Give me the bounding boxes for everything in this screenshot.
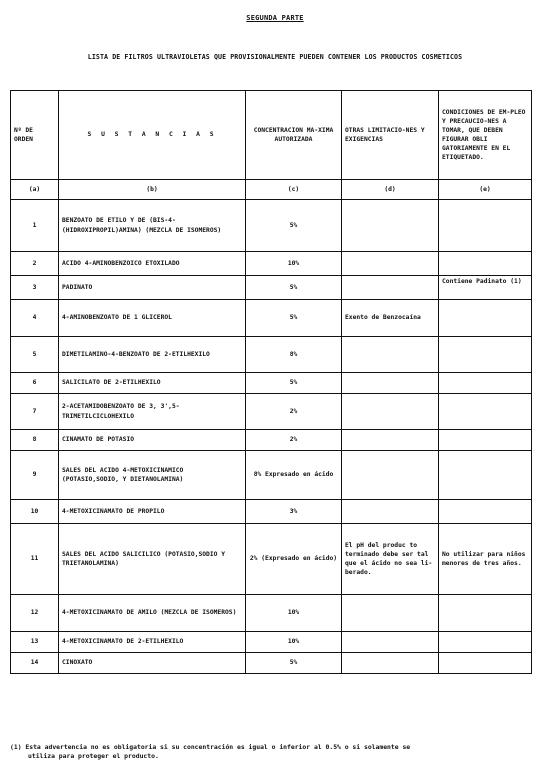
- row-substance: BENZOATO DE ETILO Y DE (BIS-4-(HIDROXIPROPIL)AMINA) (MEZCLA DE ISOMEROS): [59, 200, 246, 252]
- row-limitations: [342, 653, 439, 674]
- col-header-limitations: OTRAS LIMITACIO-NES Y EXIGENCIAS: [342, 91, 439, 180]
- row-limitations: [342, 276, 439, 300]
- row-substance: SALICILATO DE 2-ETILHEXILO: [59, 373, 246, 394]
- row-limitations: [342, 200, 439, 252]
- row-limitations: [342, 337, 439, 373]
- row-substance: CINAMATO DE POTASIO: [59, 430, 246, 451]
- row-substance: PADINATO: [59, 276, 246, 300]
- row-concentration: 2%: [246, 430, 342, 451]
- list-title: LISTA DE FILTROS ULTRAVIOLETAS QUE PROVISIONALMENTE PUEDEN CONTENER LOS PRODUCTOS COSMETICOS: [87, 53, 463, 61]
- row-concentration: 10%: [246, 632, 342, 653]
- row-conditions: [439, 373, 532, 394]
- col-letter-d: (d): [342, 180, 439, 200]
- table-row: [11, 430, 532, 451]
- row-conditions: [439, 430, 532, 451]
- row-substance: 4-METOXICINAMATO DE PROPILO: [59, 500, 246, 524]
- table-row: [11, 500, 532, 524]
- row-limitations: [342, 632, 439, 653]
- footnote-line-2: utiliza para proteger el producto.: [28, 752, 159, 761]
- row-number: 11: [11, 524, 59, 595]
- row-number: 7: [11, 394, 59, 430]
- row-number: 13: [11, 632, 59, 653]
- row-limitations: El pH del produc to terminado debe ser tal que el ácido no sea li-berado.: [342, 524, 439, 595]
- table-row: [11, 373, 532, 394]
- row-limitations: [342, 595, 439, 632]
- row-conditions: No utilizar para niños menores de tres años.: [439, 524, 532, 595]
- table-row: [11, 337, 532, 373]
- row-substance: 4-AMINOBENZOATO DE 1 GLICEROL: [59, 300, 246, 337]
- row-number: 3: [11, 276, 59, 300]
- row-number: 6: [11, 373, 59, 394]
- row-substance: 4-METOXICINAMATO DE AMILO (MEZCLA DE ISOMEROS): [59, 595, 246, 632]
- table-row: [11, 394, 532, 430]
- row-conditions: [439, 595, 532, 632]
- row-concentration: 5%: [246, 276, 342, 300]
- table-row: [11, 632, 532, 653]
- row-conditions: [439, 300, 532, 337]
- col-letter-e: (e): [439, 180, 532, 200]
- row-concentration: 10%: [246, 595, 342, 632]
- row-concentration: 10%: [246, 252, 342, 276]
- row-substance: 2-ACETAMIDOBENZOATO DE 3, 3',5-TRIMETILCICLOHEXILO: [59, 394, 246, 430]
- row-limitations: [342, 500, 439, 524]
- row-conditions: [439, 337, 532, 373]
- row-limitations: [342, 394, 439, 430]
- row-number: 8: [11, 430, 59, 451]
- row-conditions: [439, 632, 532, 653]
- row-conditions: [439, 500, 532, 524]
- row-limitations: Exento de Benzocaína: [342, 300, 439, 337]
- row-number: 2: [11, 252, 59, 276]
- row-limitations: [342, 430, 439, 451]
- row-concentration: 5%: [246, 300, 342, 337]
- col-header-concentration: CONCENTRACION MA-XIMA AUTORIZADA: [246, 91, 342, 180]
- table-letter-row: [11, 180, 532, 200]
- col-letter-a: (a): [11, 180, 59, 200]
- row-concentration: 5%: [246, 653, 342, 674]
- row-number: 9: [11, 451, 59, 500]
- row-number: 4: [11, 300, 59, 337]
- col-header-conditions: CONDICIONES DE EM-PLEO Y PRECAUCIO-NES A TOMAR, QUE DEBEN FIGURAR OBLI GATORIAMENTE EN EL ETIQUETADO.: [439, 91, 532, 180]
- row-limitations: [342, 373, 439, 394]
- row-substance: CINOXATO: [59, 653, 246, 674]
- row-concentration: 2% (Expresado en ácido): [246, 524, 342, 595]
- col-header-order: Nº DE ORDEN: [11, 91, 59, 180]
- footnote: [10, 743, 545, 762]
- row-number: 1: [11, 200, 59, 252]
- row-concentration: 5%: [246, 200, 342, 252]
- row-conditions: [439, 451, 532, 500]
- part-title: SEGUNDA PARTE: [246, 14, 304, 22]
- row-conditions: [439, 200, 532, 252]
- row-concentration: 5%: [246, 373, 342, 394]
- table-row: [11, 451, 532, 500]
- table-row: [11, 595, 532, 632]
- row-number: 14: [11, 653, 59, 674]
- footnote-line-1: (1) Esta advertencia no es obligatoria si su concentración es igual o inferior al 0.5% o si solamente se: [10, 743, 411, 751]
- table-row: [11, 524, 532, 595]
- table-row: [11, 252, 532, 276]
- row-concentration: 3%: [246, 500, 342, 524]
- table-row: [11, 276, 532, 300]
- row-substance: DIMETILAMINO-4-BENZOATO DE 2-ETILHEXILO: [59, 337, 246, 373]
- row-substance: SALES DEL ACIDO 4-METOXICINAMICO (POTASIO,SODIO, Y DIETANOLAMINA): [59, 451, 246, 500]
- row-limitations: [342, 451, 439, 500]
- row-substance: ACIDO 4-AMINOBENZOICO ETOXILADO: [59, 252, 246, 276]
- row-number: 12: [11, 595, 59, 632]
- row-concentration: 8%: [246, 337, 342, 373]
- uv-filter-table: [10, 90, 532, 674]
- table-header-row: [11, 91, 532, 180]
- row-conditions: Contiene Padinato (1): [439, 276, 532, 300]
- row-conditions: [439, 394, 532, 430]
- row-conditions: [439, 653, 532, 674]
- col-header-substances: S U S T A N C I A S: [59, 91, 246, 180]
- col-letter-c: (c): [246, 180, 342, 200]
- row-concentration: 8% Expresado en ácido: [246, 451, 342, 500]
- row-concentration: 2%: [246, 394, 342, 430]
- row-substance: SALES DEL ACIDO SALICILICO (POTASIO,SODIO Y TRIETANOLAMINA): [59, 524, 246, 595]
- table-row: [11, 200, 532, 252]
- row-number: 5: [11, 337, 59, 373]
- table-row: [11, 300, 532, 337]
- row-number: 10: [11, 500, 59, 524]
- row-substance: 4-METOXICINAMATO DE 2-ETILHEXILO: [59, 632, 246, 653]
- row-limitations: [342, 252, 439, 276]
- row-conditions: [439, 252, 532, 276]
- col-letter-b: (b): [59, 180, 246, 200]
- table-row: [11, 653, 532, 674]
